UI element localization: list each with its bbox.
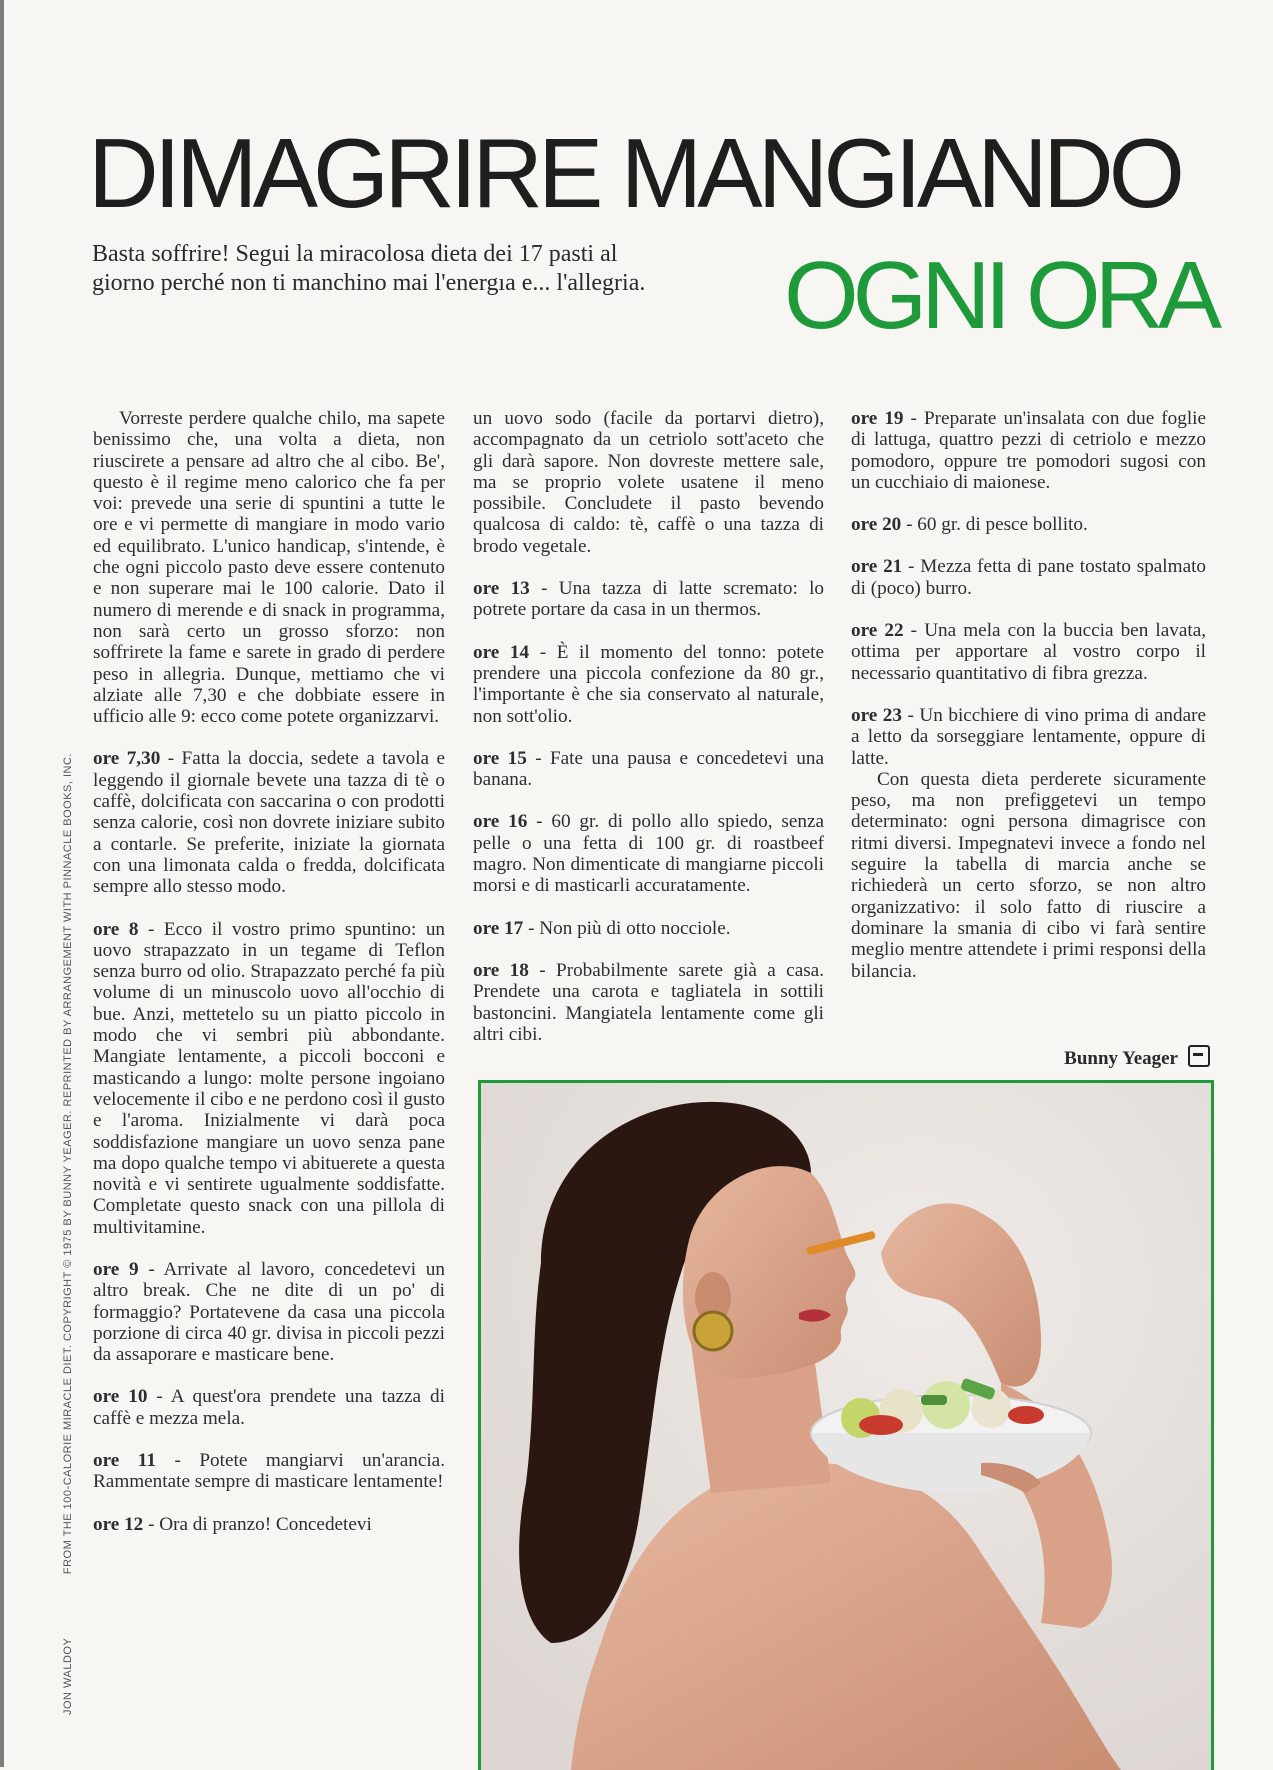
entry-time: ore 22 [851, 620, 904, 642]
entry-text: Preparate un'insalata con due foglie di lattuga, quattro pezzi di cetriolo e mezzo pomodoro, oppure tre pomodori sugosi con un cucchiaio di maionese. [851, 408, 1207, 493]
intro-paragraph: Vorreste perdere qualche chilo, ma sapete benissimo che, una volta a dieta, non riuscirete a pensare ad altro che al cibo. Be', questo è il regime meno calorico che fa per voi: prevede una serie di spuntini a tutte le ore e vi permette di mangiare in modo vario ed equilibrato. L'unico handicap, s'intende, è che ogni piccolo pasto deve essere contenuto e non superare mai le 100 calorie. Dato il numero di merende e di snack in programma, non sarà certo un grosso sforzo: non soffrirete la fame e sarete in grado di perdere peso in allegria. Dunque, mettiamo che vi alziate alle 7,30 e che dobbiate essere in ufficio alle 9: ecco come potete organizzarvi. [93, 408, 445, 728]
entry: ore 12 - Ora di pranzo! Concedetevi [93, 1513, 372, 1535]
entry-time: ore 8 [93, 918, 139, 940]
entry: ore 8 - Ecco il vostro primo spuntino: un uovo strapazzato in un tegame di Teflon senza burro od olio. Strapazzato perché fa più volume di un minuscolo uovo all'occhio di bue. Anzi, mettetelo su un piatto piccolo in modo che vi sembri più abbondante. Mangiate lentamente, a piccoli bocconi e masticando a lungo: molte persone ingoiano velocemente il cibo e ne perdono così il gusto e l'aroma. Inizialmente vi darà poca soddisfazione mangiare un uovo senza pane ma dopo qualche tempo vi abituerete a questa novità e vi sentirete ugualmente soddisfatte. Completate questo snack con una pillola di multivitamine. [93, 918, 446, 1238]
entry: ore 13 - Una tazza di latte scremato: lo potrete portare da casa in un thermos. [473, 578, 825, 621]
entry: ore 21 - Mezza fetta di pane tostato spalmato di (poco) burro. [851, 556, 1207, 599]
entry: ore 18 - Probabilmente sarete già a casa. Prendete una carota e tagliatela in sottili bastoncini. Mangiatela lentamente come gli altri cibi. [473, 959, 824, 1045]
entry-continuation: un uovo sodo (facile da portarvi dietro), accompagnato da un cetriolo sott'aceto che gli darà sapore. Non dovreste mettere sale, ma se proprio volete usatene il meno possibile. Concludete il pasto bevendo qualcosa di caldo: tè, caffè o una tazza di brodo vegetale. [473, 408, 824, 557]
entry-text: Ora di pranzo! Concedetevi [159, 1513, 372, 1535]
earring-icon [694, 1312, 732, 1350]
text-column-3 [851, 408, 1206, 982]
text-column-2 [473, 408, 824, 1045]
entry-time: ore 14 [473, 641, 530, 663]
copyright-credit: FROM THE 100-CALORIE MIRACLE DIET. COPYRIGHT © 1975 BY BUNNY YEAGER. REPRINTED BY ARRANGEMENT WITH PINNACLE BOOKS, INC. [62, 753, 74, 1575]
entry-text: Potete mangiarvi un'arancia. Rammentate sempre di masticare lentamente! [93, 1450, 445, 1493]
text-column-1 [93, 408, 445, 1535]
entry-time: ore 10 [93, 1386, 148, 1408]
entry: ore 23 - Un bicchiere di vino prima di andare a letto da sorseggiare lentamente, oppure di latte. [851, 704, 1207, 769]
entry-text: Probabilmente sarete già a casa. Prendete una carota e tagliatela in sottili bastoncini. Mangiatela lentamente come gli altri cibi. [473, 959, 824, 1045]
entry-text: Un bicchiere di vino prima di andare a letto da sorseggiare lentamente, oppure di latte. [851, 704, 1207, 769]
woman-eating-salad-photo [481, 1083, 1211, 1770]
entry: ore 10 - A quest'ora prendete una tazza di caffè e mezza mela. [93, 1386, 445, 1429]
entry-text: Ecco il vostro primo spuntino: un uovo strapazzato in un tegame di Teflon senza burro od olio. Strapazzato perché fa più volume di un minuscolo uovo all'occhio di bue. Anzi, mettetelo su un piatto piccolo in modo che vi sembri più abbondante. Mangiate lentamente, a piccoli bocconi e masticando a lungo: molte persone ingoiano velocemente il cibo e ne perdono così il gusto e l'aroma. Inizialmente vi darà poca soddisfazione mangiare un uovo senza pane ma dopo qualche tempo vi abituerete a questa novità e vi sentirete ugualmente soddisfatte. Completate questo snack con una pillola di multivitamine. [93, 918, 446, 1238]
entry-text: 60 gr. di pesce bollito. [917, 514, 1088, 536]
entry-time: ore 15 [473, 747, 527, 769]
entry: ore 11 - Potete mangiarvi un'arancia. Rammentate sempre di masticare lentamente! [93, 1450, 445, 1493]
author-name: Bunny Yeager [1064, 1048, 1178, 1069]
photo-credit: JON WALDOY [62, 1637, 74, 1715]
entry-text: È il momento del tonno: potete prendere una piccola confezione da 80 gr., l'importante è che sia conservato al naturale, non sott'olio. [473, 641, 825, 727]
entry-time: ore 23 [851, 704, 902, 726]
entry: ore 20 - 60 gr. di pesce bollito. [851, 514, 1088, 536]
entry-time: ore 7,30 [93, 748, 161, 770]
entry: ore 19 - Preparate un'insalata con due foglie di lattuga, quattro pezzi di cetriolo e mezzo pomodoro, oppure tre pomodori sugosi con un cucchiaio di maionese. [851, 408, 1207, 493]
entry-time: ore 17 [473, 917, 524, 939]
entry: ore 22 - Una mela con la buccia ben lavata, ottima per apportare al vostro corpo il necessario quantitativo di fibra grezza. [851, 620, 1207, 684]
entry-text: Fate una pausa e concedetevi una banana. [473, 747, 824, 791]
entry-text: Una mela con la buccia ben lavata, ottima per apportare al vostro corpo il necessario quantitativo di fibra grezza. [851, 620, 1207, 684]
author-signature [1040, 1045, 1210, 1070]
entry-text: Non più di otto nocciole. [539, 917, 731, 939]
entry-time: ore 12 [93, 1513, 144, 1535]
entry-time: ore 19 [851, 408, 904, 429]
entry: ore 17 - Non più di otto nocciole. [473, 917, 731, 939]
entry-time: ore 20 [851, 514, 902, 536]
article-lead: Basta soffrire! Segui la miracolosa dieta dei 17 pasti al giorno perché non ti manchino mai l'energıa e... l'allegria. [92, 241, 646, 296]
entry: ore 15 - Fate una pausa e concedetevi una banana. [473, 747, 824, 791]
entry-text: 60 gr. di pollo allo spiedo, senza pelle o una fetta di 100 gr. di roastbeef magro. Non dimenticate di mangiarne piccoli morsi e di masticarli accuratamente. [473, 811, 824, 897]
entry-time: ore 9 [93, 1258, 139, 1280]
photo-frame [478, 1080, 1214, 1770]
entry: ore 9 - Arrivate al lavoro, concedetevi un altro break. Che ne dite di un po' di formaggio? Portatevene da casa una piccola porzione di circa 40 gr. divisa in piccoli pezzi da assaporare e masticare bene. [93, 1258, 445, 1366]
entry-text: A quest'ora prendete una tazza di caffè e mezza mela. [93, 1386, 445, 1429]
vertical-credit [62, 753, 74, 1715]
entry-time: ore 21 [851, 556, 903, 578]
entry: ore 16 - 60 gr. di pollo allo spiedo, senza pelle o una fetta di 100 gr. di roastbeef magro. Non dimenticate di mangiarne piccoli morsi e di masticarli accuratamente. [473, 811, 824, 897]
conclusion-paragraph: Con questa dieta perderete sicuramente peso, ma non prefiggetevi un tempo determinato: ogni persona dimagrisce con ritmi diversi. Impegnatevi invece a fondo nel seguire la tabella di marcia anche se richiederà un certo sforzo, se non altro organizzativo: il solo fatto di riuscire a dominare la smania di cibo vi farà sentire meglio mentre attendete i primi responsi della bilancia. [851, 768, 1206, 982]
end-mark-icon [1188, 1045, 1210, 1067]
article-title: DIMAGRIRE MANGIANDO [88, 118, 1180, 228]
entry-text: Arrivate al lavoro, concedetevi un altro break. Che ne dite di un po' di formaggio? Portatevene da casa una piccola porzione di circa 40 gr. divisa in piccoli pezzi da assaporare e masticare bene. [93, 1258, 445, 1366]
entry-time: ore 11 [93, 1450, 156, 1472]
article-subtitle: OGNI ORA [783, 242, 1216, 349]
entry-time: ore 16 [473, 811, 528, 833]
entry-text: Fatta la doccia, sedete a tavola e leggendo il giornale bevete una tazza di tè o caffè, dolcificata con saccarina o con prodotti senza calorie, così non dovrete iniziare subito a contarle. Se preferite, iniziate la giornata con una limonata calda o fredda, dolcificata sempre allo stesso modo. [93, 748, 446, 898]
entry-text: Mezza fetta di pane tostato spalmato di (poco) burro. [851, 556, 1207, 599]
binding-edge [0, 0, 4, 1767]
entry-text: Una tazza di latte scremato: lo potrete portare da casa in un thermos. [473, 578, 825, 621]
entry: ore 14 - È il momento del tonno: potete prendere una piccola confezione da 80 gr., l'importante è che sia conservato al naturale, non sott'olio. [473, 641, 825, 727]
entry: ore 7,30 - Fatta la doccia, sedete a tavola e leggendo il giornale bevete una tazza di tè o caffè, dolcificata con saccarina o con prodotti senza calorie, così non dovrete iniziare subito a contarle. Se preferite, iniziate la giornata con una limonata calda o fredda, dolcificata sempre allo stesso modo. [93, 748, 446, 898]
entry-time: ore 13 [473, 578, 530, 600]
entry-time: ore 18 [473, 959, 529, 981]
